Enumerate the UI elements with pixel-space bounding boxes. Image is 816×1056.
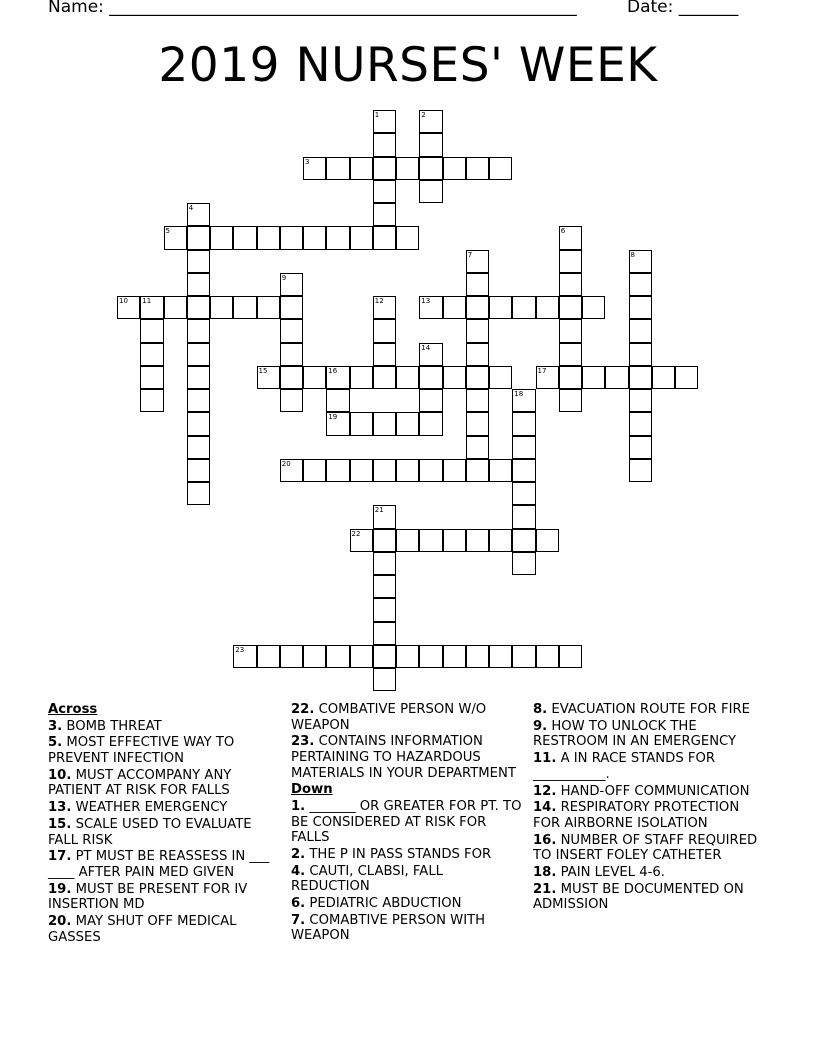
grid-cell[interactable] — [419, 343, 442, 366]
grid-cell[interactable] — [629, 296, 652, 319]
grid-cell[interactable] — [582, 296, 605, 319]
grid-cell[interactable] — [396, 157, 419, 180]
clue-item-text: PAIN LEVEL 4-6. — [556, 865, 665, 881]
clue-number: 12 — [374, 297, 384, 305]
grid-cell[interactable] — [629, 389, 652, 412]
clue-item-text: HAND-OFF COMMUNICATION — [556, 783, 750, 799]
grid-cell[interactable] — [559, 226, 582, 249]
clue-number: 5 — [165, 227, 170, 236]
grid-cell[interactable] — [257, 645, 280, 668]
grid-cell[interactable] — [419, 296, 442, 319]
grid-cell[interactable] — [187, 412, 210, 435]
grid-cell[interactable] — [326, 389, 349, 412]
grid-cell[interactable] — [489, 296, 512, 319]
clue-item — [533, 751, 765, 782]
clue-item-number: 10. — [48, 767, 72, 783]
grid-cell[interactable] — [350, 459, 373, 482]
clue-number: 3 — [305, 157, 310, 166]
grid-cell[interactable] — [559, 296, 582, 319]
clue-item-text: NUMBER OF STAFF REQUIRED TO INSERT FOLEY CATHETER — [533, 832, 758, 864]
grid-cell[interactable] — [280, 226, 303, 249]
grid-cell[interactable] — [350, 366, 373, 389]
grid-cell[interactable] — [280, 366, 303, 389]
clue-item-text: EVACUATION ROUTE FOR FIRE — [547, 702, 750, 717]
clue-number: 10 — [119, 297, 128, 305]
grid-cell[interactable] — [466, 436, 489, 459]
grid-cell[interactable] — [303, 366, 326, 389]
clue-item-text: PEDIATRIC ABDUCTION — [305, 896, 462, 912]
clue-item-text: PT MUST BE REASSESS IN ___ ____ AFTER PAIN MED GIVEN — [48, 849, 270, 880]
grid-cell[interactable] — [303, 226, 326, 249]
grid-cell[interactable] — [396, 645, 419, 668]
clue-item — [533, 882, 765, 913]
grid-cell[interactable] — [373, 226, 396, 249]
grid-cell[interactable] — [373, 575, 396, 598]
grid-cell[interactable] — [373, 203, 396, 226]
grid-cell[interactable] — [373, 645, 396, 668]
grid-cell[interactable] — [280, 389, 303, 412]
clue-item-number: 14. — [533, 800, 557, 816]
grid-cell[interactable] — [350, 226, 373, 249]
grid-cell[interactable] — [326, 226, 349, 249]
clue-item-number: 20. — [48, 914, 72, 930]
clue-number: 22 — [351, 529, 361, 538]
clue-number: 4 — [188, 204, 194, 212]
clue-item-text: COMBATIVE PERSON W/O WEAPON — [291, 702, 487, 733]
grid-cell[interactable] — [117, 296, 140, 319]
clue-item — [48, 914, 280, 945]
grid-cell[interactable] — [466, 343, 489, 366]
clue-item — [291, 913, 523, 944]
clue-item-text: MAY SHUT OFF MEDICAL GASSES — [48, 914, 237, 945]
grid-cell[interactable] — [419, 412, 442, 435]
grid-cell[interactable] — [443, 645, 466, 668]
grid-cell[interactable] — [629, 459, 652, 482]
grid-cell[interactable] — [489, 366, 512, 389]
grid-cell[interactable] — [350, 529, 373, 552]
grid-cell[interactable] — [466, 459, 489, 482]
grid-cell[interactable] — [443, 459, 466, 482]
grid-cell[interactable] — [373, 622, 396, 645]
clue-item — [48, 817, 280, 848]
grid-cell[interactable] — [373, 552, 396, 575]
clue-item-number: 1. — [291, 798, 306, 814]
section-heading: Down — [291, 782, 333, 798]
grid-cell[interactable] — [605, 366, 628, 389]
date-field-label: Date: _______ — [627, 0, 739, 17]
grid-cell[interactable] — [187, 226, 210, 249]
clue-item-number: 7. — [291, 912, 306, 928]
grid-cell[interactable] — [652, 366, 675, 389]
clue-item-text: RESPIRATORY PROTECTION FOR AIRBORNE ISOLATION — [533, 800, 740, 831]
clue-item — [291, 799, 523, 846]
grid-cell[interactable] — [629, 436, 652, 459]
grid-cell[interactable] — [419, 157, 442, 180]
clue-number: 17 — [537, 366, 547, 375]
grid-cell[interactable] — [489, 529, 512, 552]
grid-cell[interactable] — [536, 529, 559, 552]
grid-cell[interactable] — [280, 319, 303, 342]
clue-item-text: THE P IN PASS STANDS FOR — [305, 846, 492, 862]
grid-cell[interactable] — [512, 529, 535, 552]
clue-item — [48, 735, 280, 766]
grid-cell[interactable] — [373, 505, 396, 528]
grid-cell[interactable] — [559, 250, 582, 273]
grid-cell[interactable] — [373, 133, 396, 156]
grid-cell[interactable] — [419, 180, 442, 203]
grid-cell[interactable] — [187, 250, 210, 273]
grid-cell[interactable] — [187, 343, 210, 366]
grid-cell[interactable] — [140, 343, 163, 366]
grid-cell[interactable] — [443, 296, 466, 319]
grid-cell[interactable] — [257, 366, 280, 389]
grid-cell[interactable] — [373, 343, 396, 366]
grid-cell[interactable] — [140, 366, 163, 389]
clue-item-text: SCALE USED TO EVALUATE FALL RISK — [48, 816, 252, 848]
clue-item — [48, 768, 280, 799]
clue-number: 21 — [374, 506, 384, 515]
clue-number: 2 — [421, 111, 426, 119]
grid-cell[interactable] — [419, 389, 442, 412]
grid-cell[interactable] — [559, 343, 582, 366]
clue-column-1 — [48, 702, 280, 946]
grid-cell[interactable] — [373, 459, 396, 482]
grid-cell[interactable] — [257, 226, 280, 249]
clue-item — [48, 849, 280, 880]
grid-cell[interactable] — [396, 529, 419, 552]
clue-item-number: 2. — [291, 846, 306, 862]
clue-number: 9 — [281, 273, 287, 282]
clue-item — [291, 864, 523, 895]
grid-cell[interactable] — [373, 529, 396, 552]
clue-number: 6 — [560, 227, 566, 236]
grid-cell[interactable] — [559, 366, 582, 389]
grid-cell[interactable] — [466, 366, 489, 389]
grid-cell[interactable] — [303, 645, 326, 668]
grid-cell[interactable] — [373, 668, 396, 691]
grid-cell[interactable] — [396, 459, 419, 482]
grid-cell[interactable] — [536, 296, 559, 319]
clue-item-number: 4. — [291, 863, 306, 879]
clue-item-number: 15. — [48, 816, 72, 832]
clue-item-number: 23. — [291, 734, 315, 750]
grid-cell[interactable] — [419, 529, 442, 552]
name-field-label: Name: _______________________________________________________ — [48, 0, 577, 17]
grid-cell[interactable] — [350, 645, 373, 668]
clue-item-number: 3. — [48, 718, 63, 734]
grid-cell[interactable] — [187, 203, 210, 226]
grid-cell[interactable] — [280, 459, 303, 482]
grid-cell[interactable] — [280, 273, 303, 296]
grid-cell[interactable] — [466, 389, 489, 412]
grid-cell[interactable] — [559, 389, 582, 412]
grid-cell[interactable] — [466, 157, 489, 180]
grid-cell[interactable] — [629, 343, 652, 366]
grid-cell[interactable] — [373, 319, 396, 342]
grid-cell[interactable] — [512, 505, 535, 528]
grid-cell[interactable] — [140, 296, 163, 319]
clue-number: 7 — [467, 250, 473, 259]
clue-item-number: 22. — [291, 702, 315, 717]
clue-item-text: CONTAINS INFORMATION PERTAINING TO HAZARDOUS MATERIALS IN YOUR DEPARTMENT — [291, 734, 516, 781]
grid-cell[interactable] — [512, 459, 535, 482]
grid-cell[interactable] — [280, 645, 303, 668]
clue-item — [48, 800, 280, 816]
grid-cell[interactable] — [373, 296, 396, 319]
clue-item-number: 16. — [533, 832, 557, 848]
grid-cell[interactable] — [373, 598, 396, 621]
clue-item-text: CAUTI, CLABSI, FALL REDUCTION — [291, 863, 444, 895]
grid-cell[interactable] — [396, 366, 419, 389]
grid-cell[interactable] — [140, 319, 163, 342]
clue-item-text: BOMB THREAT — [62, 718, 162, 734]
grid-cell[interactable] — [443, 157, 466, 180]
clue-item-number: 6. — [291, 896, 306, 912]
clue-column-3 — [533, 702, 765, 914]
clue-number: 13 — [421, 297, 431, 305]
grid-cell[interactable] — [629, 412, 652, 435]
grid-cell[interactable] — [419, 110, 442, 133]
clue-item-number: 11. — [533, 751, 557, 767]
grid-cell[interactable] — [187, 389, 210, 412]
grid-cell[interactable] — [512, 482, 535, 505]
grid-cell[interactable] — [466, 273, 489, 296]
grid-cell[interactable] — [210, 296, 233, 319]
grid-cell[interactable] — [466, 645, 489, 668]
grid-cell[interactable] — [257, 296, 280, 319]
grid-cell[interactable] — [489, 157, 512, 180]
grid-cell[interactable] — [187, 296, 210, 319]
grid-cell[interactable] — [280, 296, 303, 319]
clue-item-text: MUST ACCOMPANY ANY PATIENT AT RISK FOR FALLS — [48, 767, 232, 799]
grid-cell[interactable] — [187, 459, 210, 482]
clue-item — [48, 719, 280, 735]
grid-cell[interactable] — [350, 412, 373, 435]
grid-cell[interactable] — [187, 366, 210, 389]
grid-cell[interactable] — [187, 273, 210, 296]
clue-item — [291, 896, 523, 912]
grid-cell[interactable] — [350, 157, 373, 180]
clue-number: 1 — [374, 111, 380, 119]
grid-cell[interactable] — [396, 412, 419, 435]
clue-item-text: MUST BE PRESENT FOR IV INSERTION MD — [48, 881, 248, 913]
grid-cell[interactable] — [536, 645, 559, 668]
grid-cell[interactable] — [373, 366, 396, 389]
clue-item — [533, 784, 765, 800]
grid-cell[interactable] — [559, 319, 582, 342]
grid-cell[interactable] — [559, 645, 582, 668]
clue-item-number: 18. — [533, 865, 557, 881]
grid-cell[interactable] — [326, 366, 349, 389]
grid-cell[interactable] — [187, 482, 210, 505]
grid-cell[interactable] — [489, 459, 512, 482]
grid-cell[interactable] — [629, 250, 652, 273]
clue-item-number: 13. — [48, 800, 72, 816]
grid-cell[interactable] — [675, 366, 698, 389]
grid-cell[interactable] — [466, 296, 489, 319]
grid-cell[interactable] — [140, 389, 163, 412]
grid-cell[interactable] — [419, 366, 442, 389]
clue-item-number: 12. — [533, 783, 557, 799]
grid-cell[interactable] — [512, 552, 535, 575]
clue-item — [533, 702, 765, 718]
grid-cell[interactable] — [326, 412, 349, 435]
grid-cell[interactable] — [233, 645, 256, 668]
grid-cell[interactable] — [512, 296, 535, 319]
grid-cell[interactable] — [466, 529, 489, 552]
clue-item-number: 17. — [48, 849, 72, 865]
grid-cell[interactable] — [512, 389, 535, 412]
grid-cell[interactable] — [489, 645, 512, 668]
grid-cell[interactable] — [373, 412, 396, 435]
clue-number: 16 — [328, 366, 338, 375]
clue-number: 19 — [328, 413, 338, 422]
grid-cell[interactable] — [536, 366, 559, 389]
grid-cell[interactable] — [373, 110, 396, 133]
grid-cell[interactable] — [187, 436, 210, 459]
clue-number: 11 — [142, 297, 152, 305]
clue-number: 8 — [630, 250, 635, 259]
grid-cell[interactable] — [629, 273, 652, 296]
grid-cell[interactable] — [559, 273, 582, 296]
clue-number: 23 — [235, 645, 245, 654]
clue-item-number: 21. — [533, 881, 557, 897]
grid-cell[interactable] — [373, 180, 396, 203]
clue-item — [291, 702, 523, 733]
clue-item-number: 19. — [48, 881, 72, 897]
grid-cell[interactable] — [419, 645, 442, 668]
grid-cell[interactable] — [419, 459, 442, 482]
grid-cell[interactable] — [233, 226, 256, 249]
grid-cell[interactable] — [210, 226, 233, 249]
clue-item-text: HOW TO UNLOCK THE RESTROOM IN AN EMERGENCY — [533, 718, 737, 750]
grid-cell[interactable] — [443, 366, 466, 389]
clue-item-text: WEATHER EMERGENCY — [71, 800, 228, 816]
grid-cell[interactable] — [466, 412, 489, 435]
grid-cell[interactable] — [326, 157, 349, 180]
clue-item-text: MOST EFFECTIVE WAY TO PREVENT INFECTION — [48, 735, 235, 766]
clue-item — [291, 847, 523, 863]
clue-item-number: 9. — [533, 718, 548, 734]
clue-item-text: _______ OR GREATER FOR PT. TO BE CONSIDERED AT RISK FOR FALLS — [291, 798, 522, 846]
clue-item-text: MUST BE DOCUMENTED ON ADMISSION — [533, 881, 744, 913]
clue-column-2 — [291, 702, 523, 945]
grid-cell[interactable] — [326, 459, 349, 482]
grid-cell[interactable] — [303, 157, 326, 180]
grid-cell[interactable] — [466, 250, 489, 273]
grid-cell[interactable] — [512, 645, 535, 668]
grid-cell[interactable] — [443, 529, 466, 552]
clue-item-text: COMABTIVE PERSON WITH WEAPON — [291, 912, 486, 944]
grid-cell[interactable] — [326, 645, 349, 668]
clue-item-number: 8. — [533, 702, 548, 717]
clue-number: 18 — [514, 390, 524, 398]
grid-cell[interactable] — [373, 157, 396, 180]
clue-item-number: 5. — [48, 735, 63, 751]
grid-cell[interactable] — [466, 319, 489, 342]
clue-item — [48, 882, 280, 913]
grid-cell[interactable] — [512, 436, 535, 459]
clue-item-text: A IN RACE STANDS FOR ___________. — [533, 751, 716, 782]
clue-item — [533, 865, 765, 881]
grid-cell[interactable] — [164, 226, 187, 249]
clue-item — [291, 734, 523, 781]
grid-cell[interactable] — [396, 226, 419, 249]
grid-cell[interactable] — [164, 296, 187, 319]
section-heading: Across — [48, 702, 98, 717]
clue-item — [533, 800, 765, 831]
grid-cell[interactable] — [233, 296, 256, 319]
grid-cell[interactable] — [582, 366, 605, 389]
grid-cell[interactable] — [629, 366, 652, 389]
clue-number: 15 — [258, 366, 268, 375]
grid-cell[interactable] — [303, 459, 326, 482]
grid-cell[interactable] — [280, 343, 303, 366]
clue-number: 20 — [281, 459, 291, 468]
grid-cell[interactable] — [629, 319, 652, 342]
grid-cell[interactable] — [187, 319, 210, 342]
page-title: 2019 NURSES' WEEK — [158, 38, 658, 93]
grid-cell[interactable] — [512, 412, 535, 435]
grid-cell[interactable] — [419, 133, 442, 156]
clue-item — [533, 719, 765, 750]
clue-number: 14 — [421, 343, 431, 352]
clue-item — [533, 833, 765, 864]
